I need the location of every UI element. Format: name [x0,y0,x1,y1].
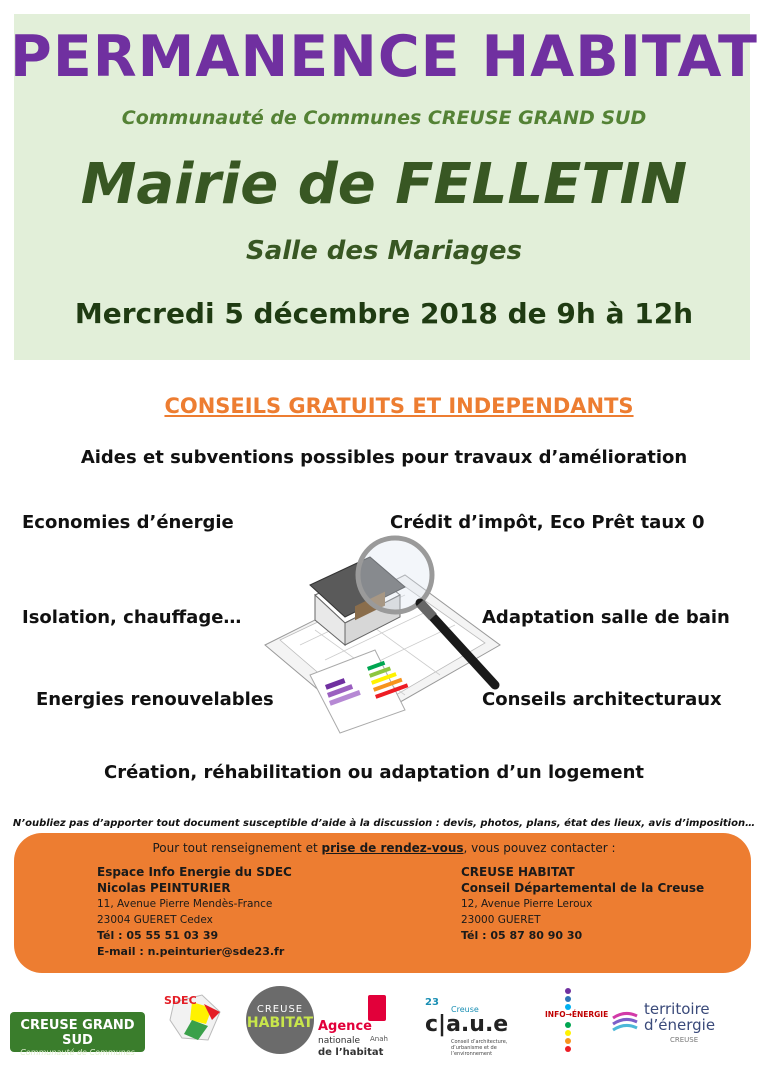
contact-left-address1: 11, Avenue Pierre Mendès-France [97,898,273,910]
contact-left-email: E-mail : n.peinturier@sde23.fr [97,945,285,958]
contact-intro [0,841,768,855]
house-plan-illustration [255,535,505,735]
contact-right-dept: Conseil Départemental de la Creuse [461,881,705,895]
ch-top: CREUSE [256,1004,304,1015]
service-right-1: Crédit d’impôt, Eco Prêt taux 0 [390,512,705,533]
contact-left-org: Espace Info Energie du SDEC [97,865,292,879]
room-name: Salle des Mariages [246,236,522,266]
info-energie-dots-icon [561,985,575,1055]
anah-logo [318,995,390,1065]
territoire-sub: CREUSE [670,1036,699,1044]
subtitle: Communauté de Communes CREUSE GRAND SUD [121,107,647,129]
cgs-sub: Communauté de Communes [20,1048,135,1057]
territoire-word: territoire [644,1000,710,1018]
contact-right [461,864,704,944]
caue-num: 23 [425,997,439,1008]
reminder-note: N’oubliez pas d’apporter tout document susceptible d’aide à la discussion : devis, photos, plans, état des lieux, avis d’imposition… [12,818,756,829]
anah-small: Anah [370,1035,388,1043]
anah-hab: de l’habitat [318,1047,384,1058]
caue-name: c|a.u.e [425,1012,509,1037]
anah-nat: nationale [318,1036,361,1046]
event-date: Mercredi 5 décembre 2018 de 9h à 12h [74,297,694,330]
ch-name: HABITAT [246,1015,314,1031]
contact-left [97,864,292,960]
service-right-3: Conseils architecturaux [482,689,722,710]
anah-house-icon [368,995,386,1021]
contact-right-tel: Tél : 05 87 80 90 30 [461,929,583,942]
cgs-name: CREUSE GRAND SUD [20,1018,135,1048]
creuse-grand-sud-logo [10,1012,145,1057]
contact-left-person: Nicolas PEINTURIER [97,881,231,895]
contact-intro-before: Pour tout renseignement et [152,841,322,855]
anah-agence: Agence [318,1019,372,1034]
info-energie-logo [545,985,607,1055]
partner-logos [0,985,768,1075]
rdv-link: prise de rendez-vous [321,841,464,855]
contact-right-address1: 12, Avenue Pierre Leroux [461,898,593,910]
contact-intro-after: , vous pouvez contacter : [463,841,616,855]
page-title: PERMANENCE HABITAT [10,24,758,90]
service-left-3: Energies renouvelables [36,689,274,710]
d-energie-word: d’énergie [644,1016,716,1034]
location-title: Mairie de FELLETIN [80,152,688,217]
services-heading: CONSEILS GRATUITS ET INDEPENDANTS [164,394,634,418]
sdec-logo [162,990,232,1050]
caue-logo [425,997,535,1057]
contact-right-address2: 23000 GUERET [461,914,541,926]
services-bottom-line: Création, réhabilitation ou adaptation d’un logement [103,762,645,783]
caue-creuse: Creuse [451,1005,479,1014]
info-energie-label: INFO→ÉNERGIE [545,1010,609,1019]
contact-left-tel: Tél : 05 55 51 03 39 [97,929,219,942]
service-left-1: Economies d’énergie [22,512,234,533]
sdec-label: SDEC [164,994,197,1007]
territoire-swirl-icon [610,1008,640,1038]
contact-right-org: CREUSE HABITAT [461,865,575,879]
creuse-habitat-logo [246,986,314,1054]
contact-left-address2: 23004 GUERET Cedex [97,914,213,926]
service-right-2: Adaptation salle de bain [482,607,730,628]
aides-line: Aides et subventions possibles pour travaux d’amélioration [80,447,688,468]
caue-sub: Conseil d’architecture, d’urbanisme et de l’environnement [451,1039,508,1057]
service-left-2: Isolation, chauffage… [22,607,242,628]
territoire-energie-logo [610,1000,735,1055]
